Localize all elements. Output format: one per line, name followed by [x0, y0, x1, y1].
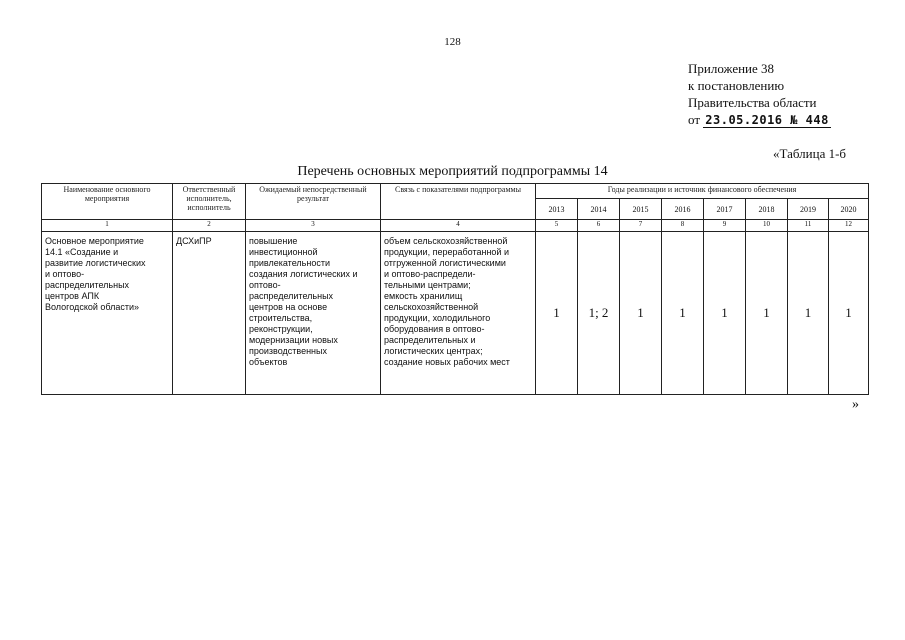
header-year: 2014: [578, 199, 620, 220]
year-value-cell: 1: [536, 232, 578, 395]
header-year: 2016: [662, 199, 704, 220]
column-number: 7: [620, 220, 662, 232]
table-title: Перечень основных мероприятий подпрограммы 14: [297, 164, 608, 179]
column-number: 5: [536, 220, 578, 232]
appendix-line-2: к постановлению: [688, 78, 785, 93]
measure-name-cell: Основное мероприятие 14.1 «Создание и развитие логистических и оптово- распределительных центров АПК Вологодской области»: [42, 232, 173, 395]
column-number: 8: [662, 220, 704, 232]
appendix-line-4: [688, 111, 831, 129]
year-value-cell: 1: [620, 232, 662, 395]
closing-quote: »: [852, 397, 859, 412]
year-value-cell: 1; 2: [578, 232, 620, 395]
header-year: 2019: [788, 199, 829, 220]
indicators-cell: объем сельскохозяйственной продукции, переработанной и отгруженной логистическими и оптово-распредели- тельными центрами; емкость хранилищ сельскохозяйственной продукции, холодильного оборудования в оптово- распределительных и логистических центрах; создание новых рабочих мест: [381, 232, 536, 395]
column-number: 1: [42, 220, 173, 232]
column-number: 4: [381, 220, 536, 232]
column-number: 10: [746, 220, 788, 232]
column-numbers-row: [42, 220, 869, 232]
column-number: 9: [704, 220, 746, 232]
decree-date-number: 23.05.2016 № 448: [705, 113, 829, 127]
year-value-cell: 1: [829, 232, 869, 395]
header-measure-name: Наименование основного мероприятия: [42, 184, 173, 220]
header-year: 2017: [704, 199, 746, 220]
header-year: 2018: [746, 199, 788, 220]
page-number: 128: [444, 36, 461, 48]
year-value-cell: 1: [788, 232, 829, 395]
table-row: [42, 232, 869, 395]
executor-cell: ДСХиПР: [173, 232, 246, 395]
appendix-line-3: Правительства области: [688, 95, 817, 110]
measures-table: [41, 183, 869, 395]
table-reference: «Таблица 1-б: [773, 146, 847, 161]
column-number: 12: [829, 220, 869, 232]
column-number: 3: [246, 220, 381, 232]
year-value-cell: 1: [704, 232, 746, 395]
year-value-cell: 1: [662, 232, 704, 395]
header-executor: Ответственный исполнитель, исполнитель: [173, 184, 246, 220]
header-expected-result: Ожидаемый непосредственный результат: [246, 184, 381, 220]
header-years-group: Годы реализации и источник финансового обеспечения: [536, 184, 869, 199]
column-number: 6: [578, 220, 620, 232]
header-indicators-link: Связь с показателями подпрограммы: [381, 184, 536, 220]
appendix-line-1: Приложение 38: [688, 61, 775, 76]
header-year: 2015: [620, 199, 662, 220]
year-value-cell: 1: [746, 232, 788, 395]
column-number: 11: [788, 220, 829, 232]
header-year: 2013: [536, 199, 578, 220]
date-prefix: от: [688, 112, 701, 127]
column-number: 2: [173, 220, 246, 232]
expected-result-cell: повышение инвестиционной привлекательности создания логистических и оптово- распределительных центров на основе строительства, реконструкции, модернизации новых производственных объектов: [246, 232, 381, 395]
header-year: 2020: [829, 199, 869, 220]
appendix-block: [688, 60, 831, 129]
